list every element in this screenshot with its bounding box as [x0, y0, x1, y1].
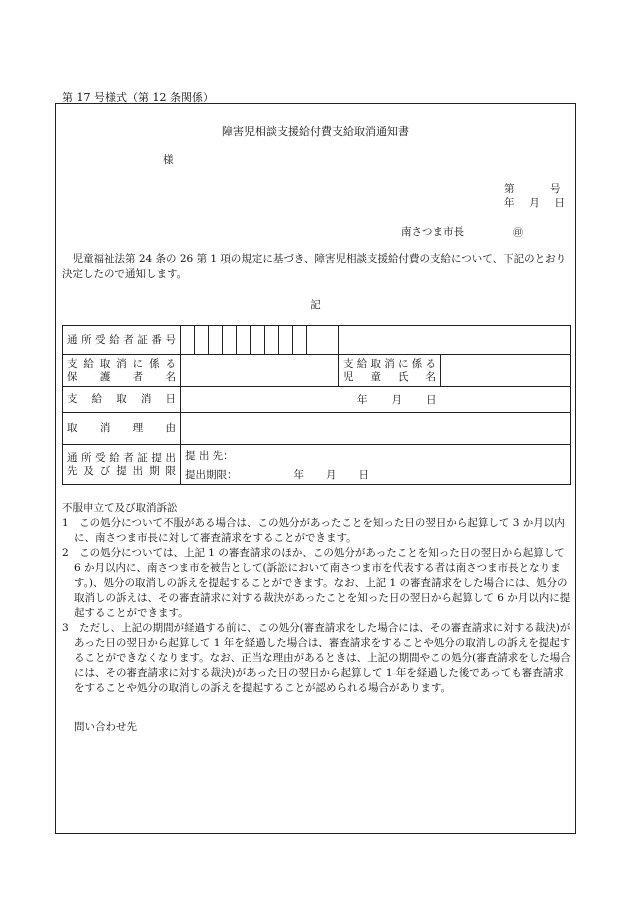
- table-row: [63, 445, 571, 485]
- table-row: [63, 355, 571, 387]
- doc-number-go: 号: [550, 183, 561, 195]
- appeal-note-2: 2 この処分については、上記 1 の審査請求のほか、この処分があったことを知った日の翌日から起算して 6 か月以内に、南さつま市を被告として(訴訟において南さつま市を代表する者は南さつま市長となります。)、処分の取消しの訴えを提起することができます。なお、上記 1 の審査請求をした場合には、処分の取消しの訴えは、その審査請求に対する裁決があったことを知った日の翌日から起算して 6 か月以内に提起することができます。: [62, 547, 571, 619]
- issue-date-year: 年: [504, 197, 515, 209]
- appeal-heading: 不服申立て及び取消訴訟: [62, 502, 178, 514]
- child-name-label: 支給取消に係る 児 童 氏 名: [339, 355, 441, 387]
- digit-box[interactable]: [237, 326, 251, 354]
- digit-box[interactable]: [279, 326, 293, 354]
- reason-value[interactable]: [181, 413, 571, 445]
- cancel-date-label: 支給取消日: [63, 387, 181, 413]
- digit-box[interactable]: [181, 326, 195, 354]
- table-row: [63, 387, 571, 413]
- deadline-line: [185, 466, 566, 484]
- digit-box[interactable]: [209, 326, 223, 354]
- cancel-date-value[interactable]: [181, 387, 571, 413]
- issue-date-day: 日: [554, 197, 565, 209]
- digit-box[interactable]: [195, 326, 209, 354]
- digit-box[interactable]: [251, 326, 265, 354]
- deadline-day: 日: [358, 468, 369, 481]
- cert-number-label: 通所受給者証番号: [63, 326, 181, 355]
- document-frame: [55, 103, 576, 834]
- addressee-suffix: 様: [163, 154, 174, 166]
- cert-number-boxes: [181, 326, 339, 355]
- table-row: [63, 413, 571, 445]
- digit-box[interactable]: [293, 326, 307, 354]
- cancel-date-year: 年: [357, 394, 368, 406]
- guardian-name-label: 支給取消に係る 保 護 者 名: [63, 355, 181, 387]
- details-table: [62, 325, 571, 485]
- cancel-date-day: 日: [426, 394, 437, 406]
- document-title: 障害児相談支援給付費支給取消通知書: [222, 125, 409, 138]
- notice-body: 児童福祉法第 24 条の 26 第 1 項の規定に基づき、障害児相談支援給付費の支給について、下記のとおり決定したので通知します。: [62, 253, 567, 280]
- submission-label: 通所受給者証提出 先及び提出期限: [63, 445, 181, 485]
- digit-box[interactable]: [223, 326, 237, 354]
- table-row: [63, 326, 571, 355]
- appeal-note-3: 3 ただし、上記の期間が経過する前に、この処分(審査請求をした場合には、その審査請求に対する裁決)があった日の翌日から起算して 1 年を経過した場合は、審査請求をすることや処分の取消しの訴えを提起することができなくなります。なお、正当な理由があるときは、上記の期間やこの処分(審査請求をした場合には、その審査請求に対する裁決)があった日の翌日から起算して 1 年を経過した後であっても審査請求をすることや処分の取消しの訴えを提起することが認められる場合があります。: [62, 622, 571, 694]
- submit-to-label: 提 出 先：: [185, 449, 234, 462]
- ki-heading: 記: [310, 299, 321, 311]
- guardian-name-value[interactable]: [181, 355, 339, 387]
- doc-number-dai: 第: [504, 183, 515, 195]
- submission-value[interactable]: [181, 445, 571, 485]
- child-name-value[interactable]: [441, 355, 571, 387]
- seal-mark: ㊞: [513, 228, 523, 239]
- issuer-name: 南さつま市長: [401, 226, 464, 238]
- form-number-label: 第 17 号様式（第 12 条関係）: [62, 91, 214, 104]
- cert-number-blank: [339, 326, 571, 355]
- digit-box[interactable]: [265, 326, 279, 354]
- issue-date-month: 月: [529, 197, 540, 209]
- reason-label: 取消理由: [63, 413, 181, 445]
- cancel-date-month: 月: [391, 394, 402, 406]
- issue-date: [504, 195, 565, 210]
- deadline-year: 年: [293, 468, 304, 481]
- deadline-label: 提出期限：: [185, 468, 238, 481]
- digit-box[interactable]: [307, 326, 321, 354]
- deadline-month: 月: [326, 468, 337, 481]
- appeal-notes: [62, 501, 572, 696]
- contact-label: 問い合わせ先: [74, 721, 137, 733]
- appeal-note-1: 1 この処分について不服がある場合は、この処分があったことを知った日の翌日から起算して 3 か月以内に、南さつま市長に対して審査請求をすることができます。: [62, 517, 565, 544]
